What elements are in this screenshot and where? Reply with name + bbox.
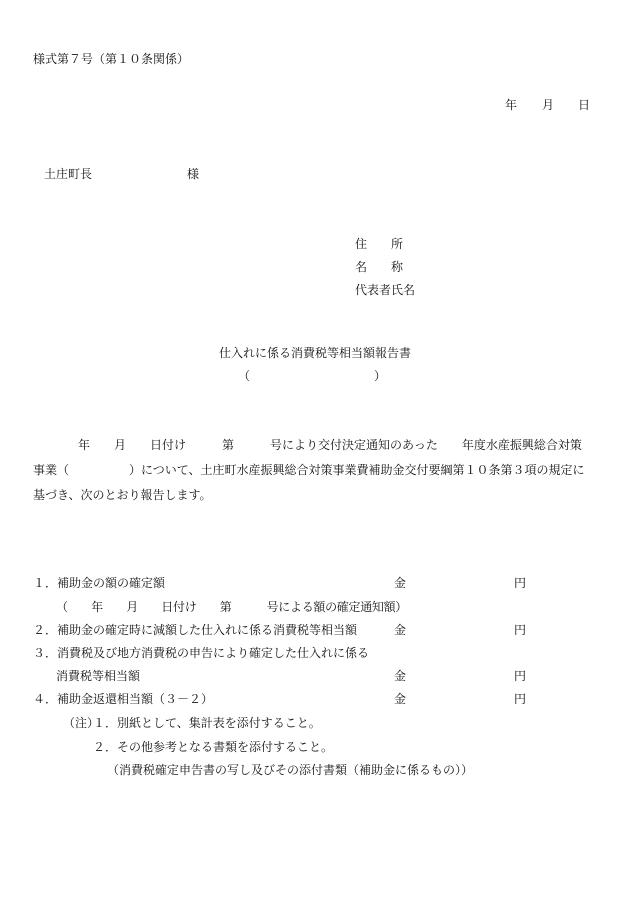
item-2-en: 円 — [514, 623, 527, 637]
item-3-label-cont: 消費税等相当額 — [56, 669, 141, 683]
body-line-1: 年 月 日付け 第 号により交付決定通知のあった 年度水産振興総合対策 — [78, 438, 582, 452]
notes-label: （注） — [63, 716, 100, 730]
item-4-kin: 金 — [394, 692, 407, 706]
note-1: １．別紙として、集計表を添付すること。 — [93, 716, 321, 730]
date-month: 月 — [542, 98, 555, 112]
item-1-kin: 金 — [394, 576, 407, 590]
item-4-en: 円 — [514, 692, 527, 706]
document-title: 仕入れに係る消費税等相当額報告書 — [218, 346, 411, 360]
item-3-kin: 金 — [394, 669, 407, 683]
applicant-representative-label: 代表者氏名 — [355, 283, 416, 297]
item-2-kin: 金 — [394, 623, 407, 637]
body-paragraph — [33, 433, 593, 508]
item-3-en: 円 — [514, 669, 527, 683]
date-day: 日 — [578, 98, 591, 112]
form-number: 様式第７号（第１０条関係） — [33, 52, 190, 66]
addressee-honorific: 様 — [187, 167, 200, 181]
applicant-name-label: 名 称 — [355, 260, 404, 274]
note-2: ２．その他参考となる書類を添付すること。 — [93, 740, 334, 754]
subtitle-close-paren: ） — [374, 369, 387, 383]
applicant-address-label: 住 所 — [355, 237, 404, 251]
item-2-label: ２．補助金の確定時に減額した仕入れに係る消費税等相当額 — [33, 623, 358, 637]
body-line-2: 事業（ ）について、土庄町水産振興総合対策事業費補助金交付要綱第１０条第３項の規定に — [33, 463, 585, 477]
item-3-label: ３．消費税及び地方消費税の申告により確定した仕入れに係る — [33, 646, 370, 660]
subtitle-open-paren: （ — [238, 369, 251, 383]
item-1-label: １．補助金の額の確定額 — [33, 576, 166, 590]
item-1-en: 円 — [514, 576, 527, 590]
item-4-label: ４．補助金返還相当額（３－２） — [33, 692, 214, 706]
item-1-notice: （ 年 月 日付け 第 号による額の確定通知額） — [56, 600, 408, 614]
body-line-3: 基づき、次のとおり報告します。 — [33, 488, 212, 502]
date-year: 年 — [505, 98, 518, 112]
note-2-detail: （消費税確定申告書の写し及びその添付書類（補助金に係るもの）） — [107, 763, 474, 777]
addressee-name: 土庄町長 — [44, 167, 93, 181]
